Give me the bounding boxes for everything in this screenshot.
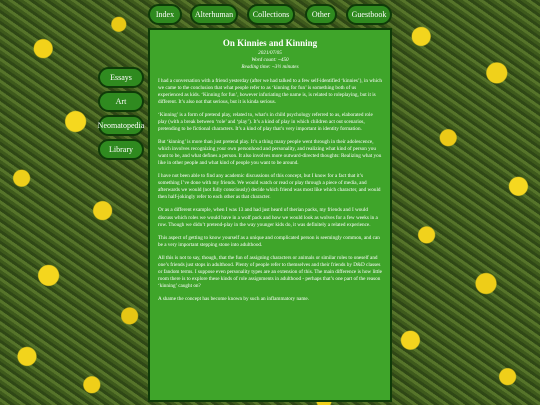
article-paragraph: A shame the concept has become known by such an inflammatory name. [158,295,309,302]
article-paragraph: This aspect of getting to know yourself as a unique and complicated person is seemingly common, and can be a very important stepping stone into adulthood. [158,234,380,248]
article-date: 2021/07/05 [258,50,282,56]
article-panel [148,28,392,402]
nav-index-button[interactable]: Index [148,4,182,25]
side-library-button[interactable]: Library [98,139,144,160]
article-paragraph: I have not been able to find any academic discussions of this concept, but I know for a fact that it’s something I’ve done with my friends. We would watch or read or play through a piece of media, and afterwards we would (not fully consciously) decide which friend was most like which character, and would then half-jokingly refer to each other as that character. [158,173,381,201]
nav-other-button[interactable]: Other [305,4,337,25]
nav-guestbook-button[interactable]: Guestbook [346,4,392,25]
article-word-count: Word count: ~450 [251,56,289,63]
article-title: On Kinnies and Kinning [222,38,318,48]
nav-collections-button[interactable]: Collections [247,4,295,25]
nav-alterhuman-button[interactable]: Alterhuman [190,4,238,25]
article-reading-time: Reading time: ~3½ minutes [241,63,299,70]
article-paragraph: I had a conversation with a friend yesterday (after we had talked to a few self-identified ‘kinnies’), in which we came to the conclusion that what people refer to as ‘kinning for fun’ is something both of us experienced as kids. ‘Kinning for fun’, however infuriating the name is, is related to roleplaying, but it is different. It’s also not that serious, but it is kinda serious. [158,78,382,106]
article-paragraph: All this is not to say, though, that the fun of assigning characters or animals or similar roles to oneself and one’s friends just stops in adulthood. Plenty of people refer to themselves and their friends by D&D classes or fandom terms. I suppose even personality types are an extension of this. The main difference is how little room there is to explore these kinds of role assignments in adulthood - perhaps that’s one part of the reason ‘kinning’ caught on? [158,254,382,289]
side-art-button[interactable]: Art [98,91,144,112]
side-essays-button[interactable]: Essays [98,67,144,88]
article-paragraph: But ‘kinning’ is more than just pretend play. It’s a thing many people went through in their adolescence, which involves recognizing your own personhood and personality, and realizing what kind of person you want to be, and what defines a person. It also involves more outward-directed thoughts: Realizing what you like in other people and what kind of people you want to be around. [158,139,382,167]
article-paragraph: Or as a different example, when I was 13 and had just heard of therian packs, my friends and I would discuss which roles we would have in a wolf pack and how we would look as wolves for a few weeks in a row. Though we didn’t pretend-play in the way younger kids do, it was definitely a related experience. [158,207,378,228]
article-paragraph: ‘Kinning’ is a form of pretend play, related to, what’s in child psychology referred to as, elaborated role play (with a break between ‘role’ and ‘play’). It’s a kind of play in which children act out scenarios, pretending to be fictional characters. It’s a kind of play that’s very important in identity formation. [158,112,373,133]
side-neomatopedia-button[interactable]: Neomatopedia [98,115,144,136]
